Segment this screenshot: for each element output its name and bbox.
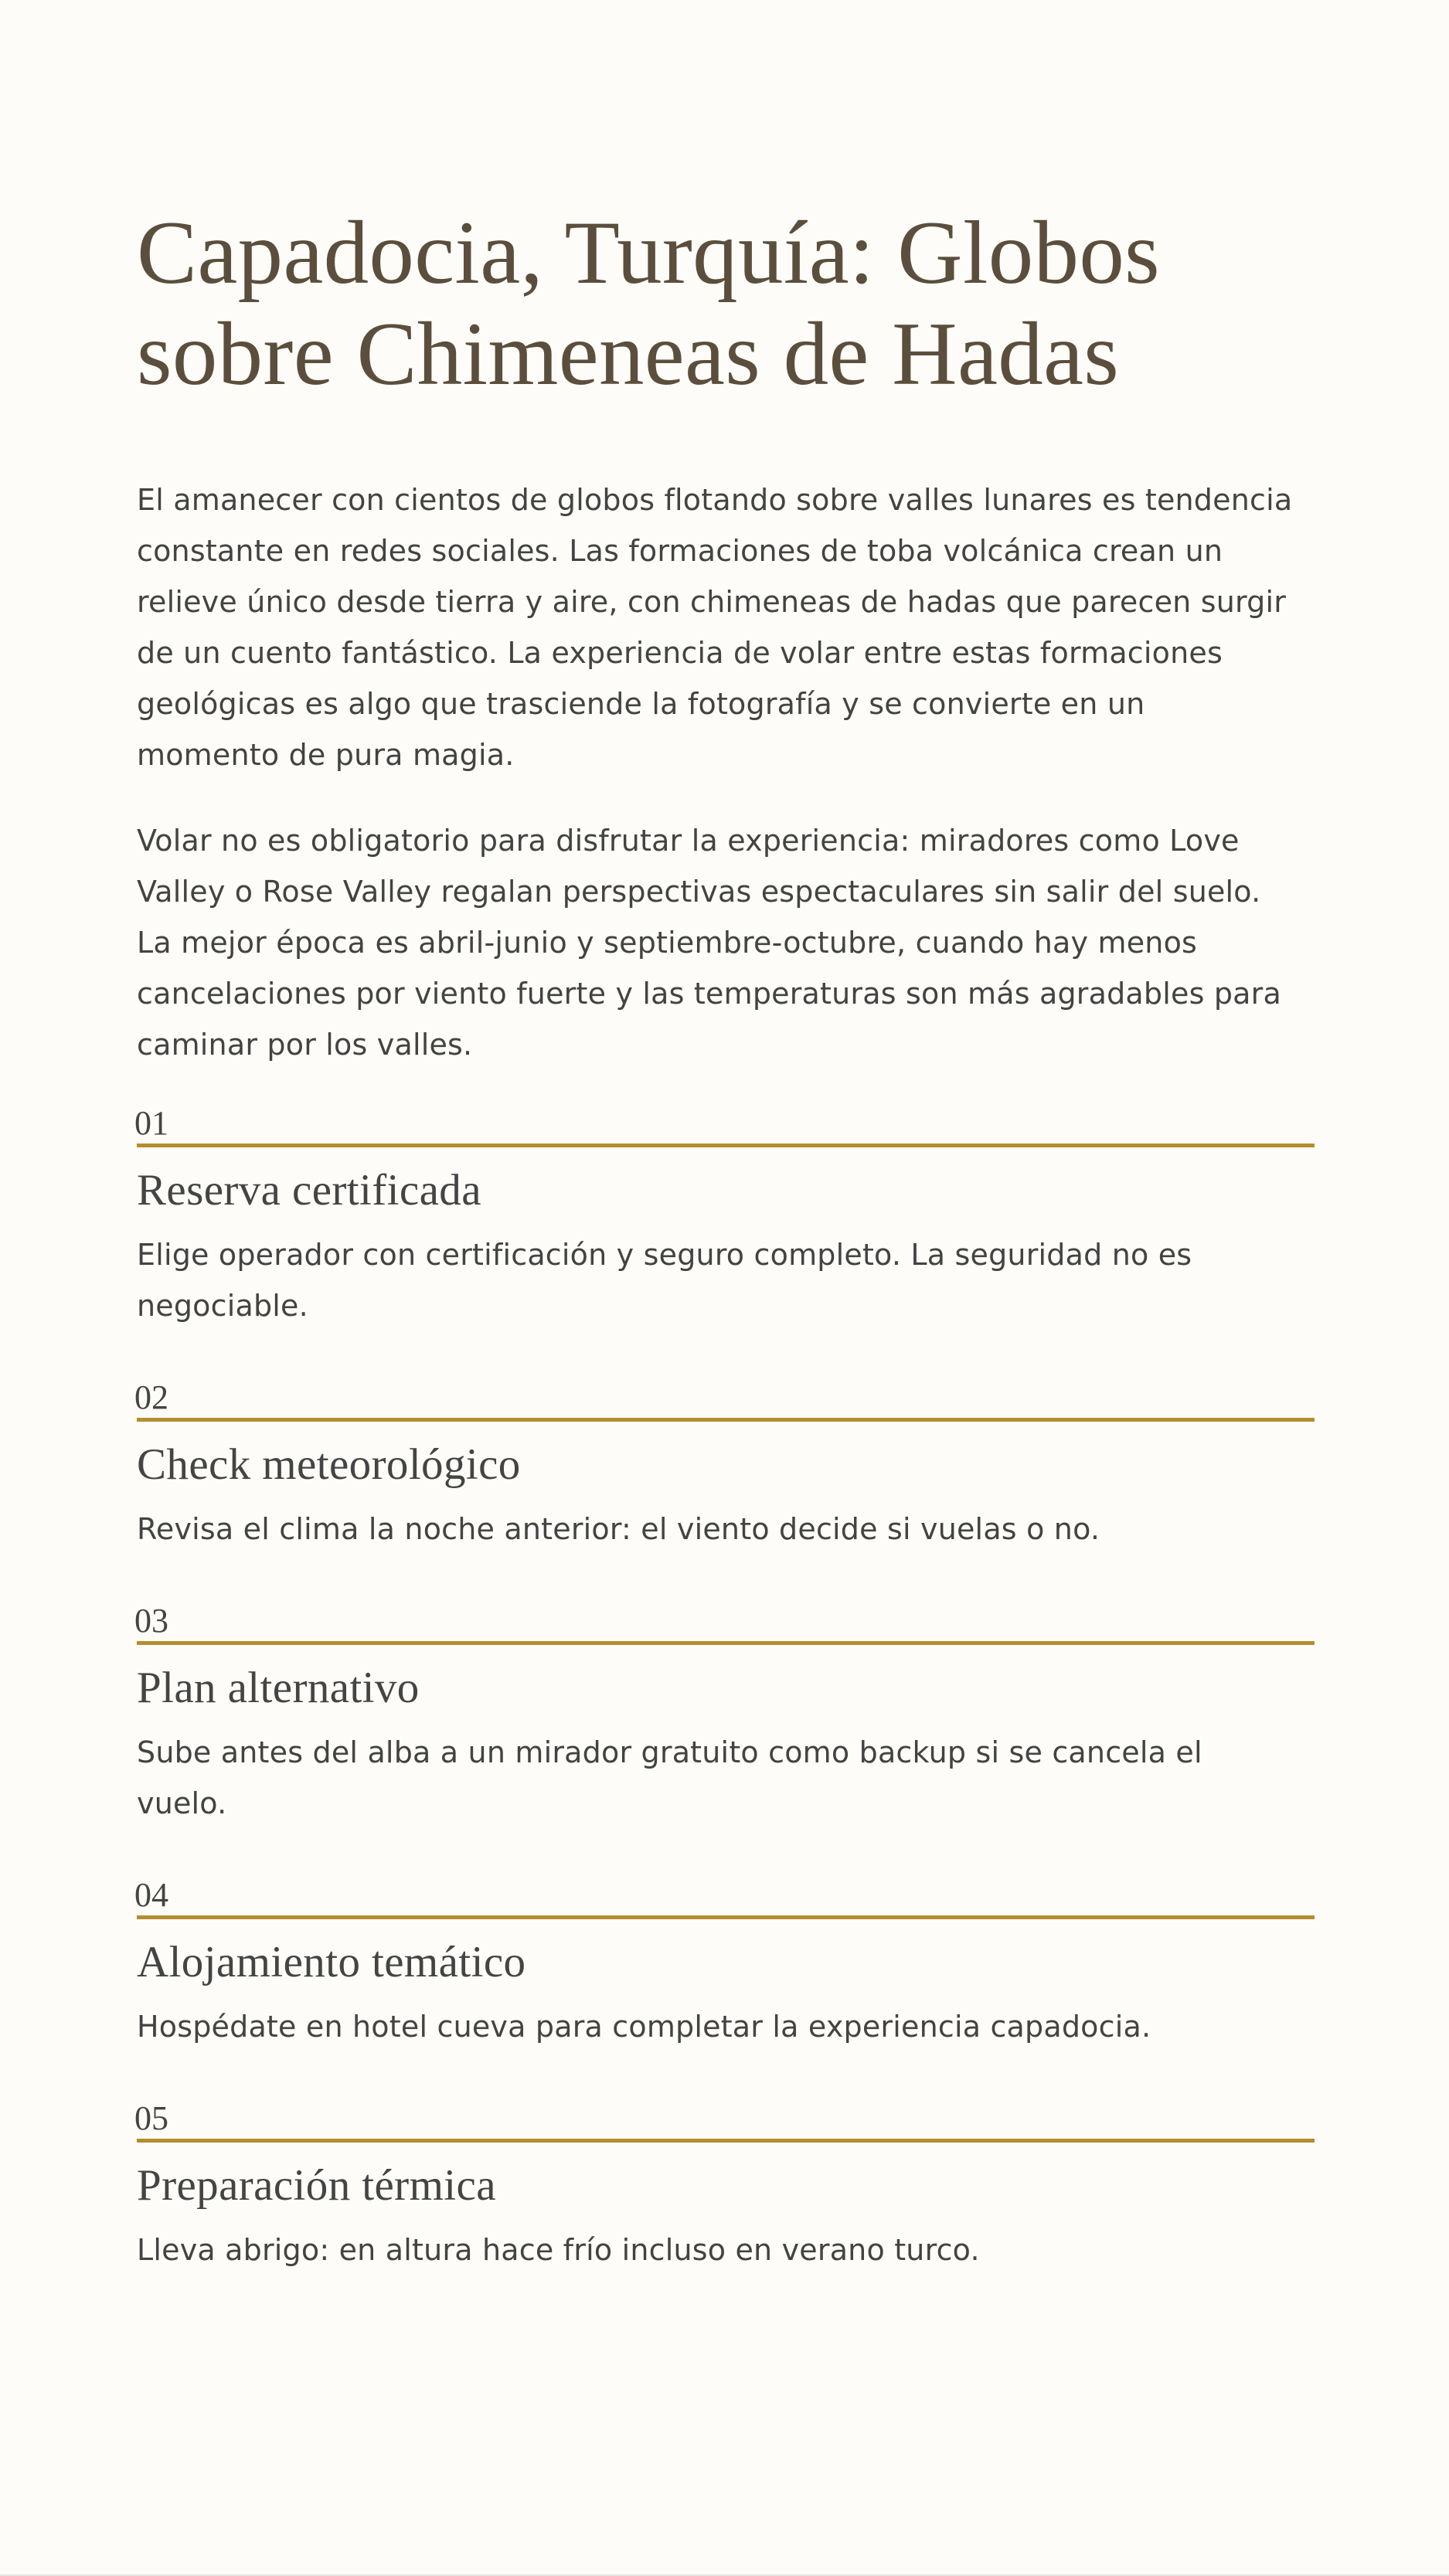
- intro-paragraph: El amanecer con cientos de globos flotando sobre valles lunares es tendencia constante en redes sociales. Las formaciones de toba volcánica crean un relieve único desde tierra y aire, con chimeneas de hadas que parecen surgir de un cuento fantástico. La experiencia de volar entre estas formaciones geológicas es algo que trasciende la fotografía y se convierte en un momento de pura magia.: [137, 483, 1293, 772]
- tip-title: Alojamiento temático: [137, 1938, 526, 1986]
- tips-list: [134, 1104, 1315, 2275]
- tip-item: [134, 1378, 1315, 1555]
- tip-number: 02: [134, 1378, 168, 1416]
- tip-description: Elige operador con certificación y seguro completo. La seguridad no es negociable.: [137, 1238, 1192, 1323]
- tip-description: Hospédate en hotel cueva para completar la experiencia capadocia.: [137, 2010, 1151, 2044]
- tip-number: 03: [134, 1602, 168, 1640]
- tip-title: Check meteorológico: [137, 1440, 521, 1489]
- tip-divider: [137, 1144, 1315, 1147]
- tip-title: Preparación térmica: [137, 2161, 496, 2210]
- tip-description: Revisa el clima la noche anterior: el viento decide si vuelas o no.: [137, 1512, 1100, 1546]
- tip-divider: [137, 1641, 1315, 1645]
- tip-title: Reserva certificada: [137, 1166, 481, 1215]
- tip-title: Plan alternativo: [137, 1664, 420, 1712]
- tip-divider: [137, 1915, 1315, 1919]
- tip-divider: [137, 2139, 1315, 2143]
- tip-number: 04: [134, 1876, 168, 1914]
- tip-item: [134, 1602, 1315, 1829]
- tip-description: Lleva abrigo: en altura hace frío incluso en verano turco.: [137, 2233, 980, 2267]
- intro-paragraph: Volar no es obligatorio para disfrutar la experiencia: miradores como Love Valley o Rose Valley regalan perspectivas espectaculares sin salir del suelo. La mejor época es abril-junio y septiembre-octubre, cuando hay menos cancelaciones por viento fuerte y las temperaturas son más agradables para caminar por los valles.: [137, 824, 1281, 1062]
- tip-item: [134, 2099, 1315, 2275]
- tip-number: 05: [134, 2099, 168, 2137]
- tip-description: Sube antes del alba a un mirador gratuito como backup si se cancela el vuelo.: [137, 1735, 1202, 1820]
- tip-number: 01: [134, 1104, 168, 1142]
- tip-item: [134, 1876, 1315, 2052]
- article: [134, 202, 1315, 2323]
- intro-section: [137, 474, 1315, 1070]
- page-title: Capadocia, Turquía: Globos sobre Chimeneas de Hadas: [137, 203, 1160, 404]
- tip-item: [134, 1104, 1315, 1331]
- tip-divider: [137, 1418, 1315, 1422]
